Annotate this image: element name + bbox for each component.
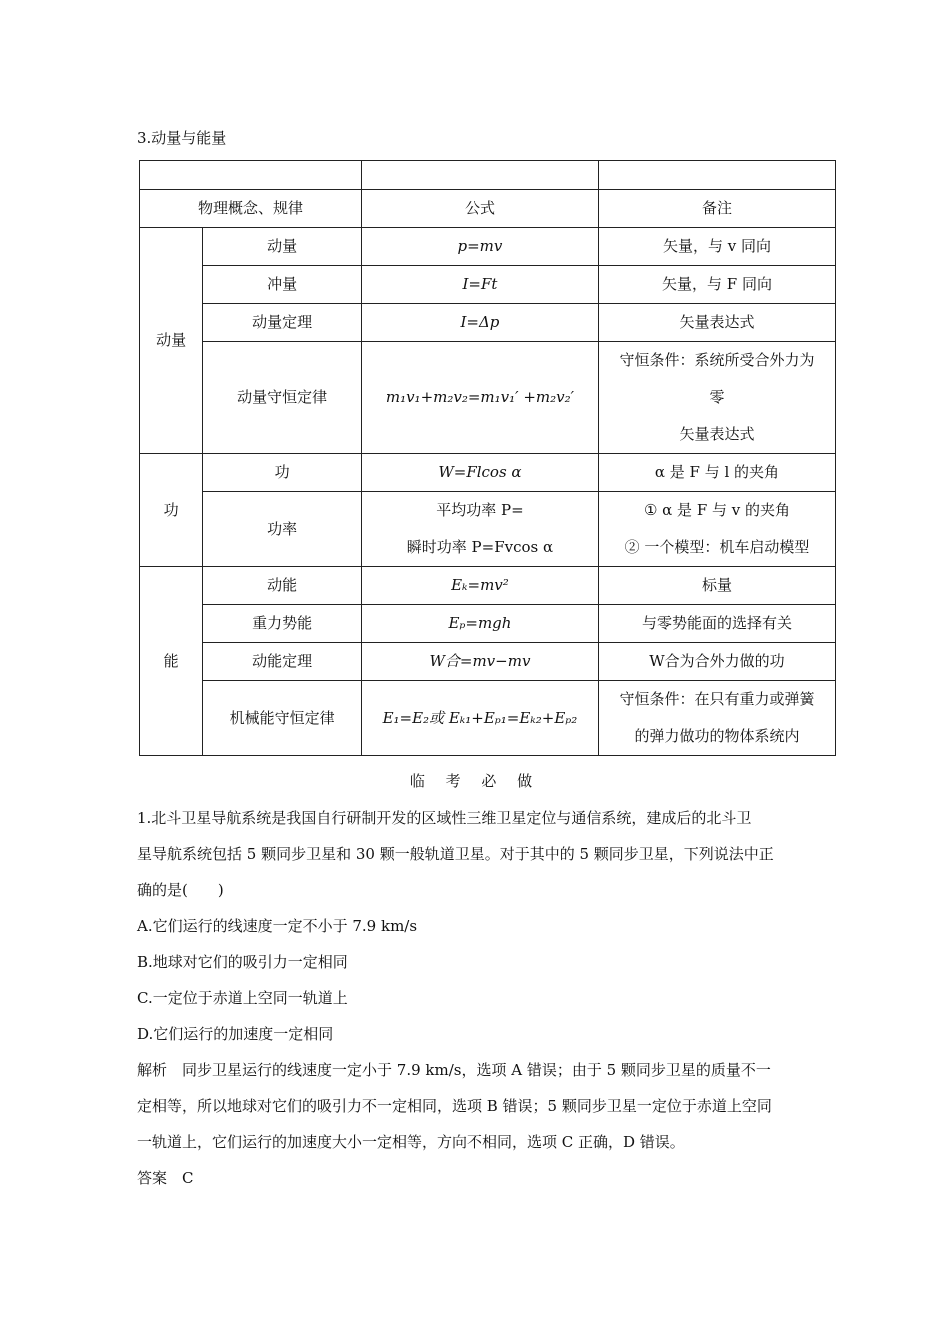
table-cell xyxy=(361,161,598,190)
item-cell: 重力势能 xyxy=(203,605,362,643)
table-header-row xyxy=(140,190,836,228)
formula-cell: m₁v₁+m₂v₂=m₁v₁′ +m₂v₂′ xyxy=(361,342,598,454)
table-row xyxy=(140,342,836,454)
table-cell xyxy=(598,161,835,190)
exam-section-title: 临 考 必 做 xyxy=(409,772,541,790)
option-d: D.它们运行的加速度一定相同 xyxy=(137,1025,334,1043)
item-cell: 动量守恒定律 xyxy=(203,342,362,454)
formula-line: 平均功率 P= xyxy=(436,501,524,519)
table-row xyxy=(140,304,836,342)
note-cell: 矢量，与 v 同向 xyxy=(598,228,835,266)
table-row xyxy=(140,454,836,492)
note-line: ① α 是 F 与 v 的夹角 xyxy=(643,501,791,519)
note-cell xyxy=(598,681,835,756)
formula-cell: p=mv xyxy=(361,228,598,266)
option-c: C.一定位于赤道上空同一轨道上 xyxy=(137,989,348,1007)
header-formula: 公式 xyxy=(361,190,598,228)
item-cell: 动能 xyxy=(203,567,362,605)
table-row xyxy=(140,567,836,605)
item-cell: 动量定理 xyxy=(203,304,362,342)
item-cell: 冲量 xyxy=(203,266,362,304)
formula-line: 瞬时功率 P=Fvcos α xyxy=(406,538,554,556)
section-title: 3.动量与能量 xyxy=(137,129,227,147)
table-cell xyxy=(140,161,362,190)
question-stem-line: 确的是( ) xyxy=(137,881,224,899)
question-block xyxy=(137,800,837,1196)
analysis-line: 一轨道上，它们运行的加速度大小一定相等，方向不相同，选项 C 正确，D 错误。 xyxy=(137,1133,685,1151)
formula-cell: Eₚ=mgh xyxy=(361,605,598,643)
note-cell xyxy=(598,342,835,454)
table-blank-row xyxy=(140,161,836,190)
group-label-energy: 能 xyxy=(140,567,203,756)
physics-summary-table xyxy=(139,160,836,756)
formula-cell: I=Ft xyxy=(361,266,598,304)
note-cell xyxy=(598,492,835,567)
formula-cell xyxy=(361,492,598,567)
question-stem-line: 星导航系统包括 5 颗同步卫星和 30 颗一般轨道卫星。对于其中的 5 颗同步卫星，下列说法中正 xyxy=(137,845,774,863)
table-row xyxy=(140,605,836,643)
answer-line: 答案 C xyxy=(137,1169,194,1187)
question-stem-line: 1.北斗卫星导航系统是我国自行研制开发的区域性三维卫星定位与通信系统，建成后的北斗卫 xyxy=(137,809,752,827)
group-label-work: 功 xyxy=(140,454,203,567)
header-note: 备注 xyxy=(598,190,835,228)
note-line: 零 xyxy=(709,388,725,406)
formula-cell: E₁=E₂或 Eₖ₁+Eₚ₁=Eₖ₂+Eₚ₂ xyxy=(361,681,598,756)
formula-cell: W合=mv−mv xyxy=(361,643,598,681)
note-line: ② 一个模型：机车启动模型 xyxy=(624,538,810,556)
table-row xyxy=(140,643,836,681)
item-cell: 功 xyxy=(203,454,362,492)
note-cell: 矢量，与 F 同向 xyxy=(598,266,835,304)
item-cell: 机械能守恒定律 xyxy=(203,681,362,756)
analysis-line: 解析 同步卫星运行的线速度一定小于 7.9 km/s，选项 A 错误；由于 5 颗同步卫星的质量不一 xyxy=(137,1061,771,1079)
formula-cell: Eₖ=mv² xyxy=(361,567,598,605)
note-line: 守恒条件：在只有重力或弹簧 xyxy=(619,690,815,708)
table-row xyxy=(140,681,836,756)
table-row xyxy=(140,266,836,304)
formula-cell: W=Flcos α xyxy=(361,454,598,492)
header-concept: 物理概念、规律 xyxy=(140,190,362,228)
note-cell: 与零势能面的选择有关 xyxy=(598,605,835,643)
item-cell: 功率 xyxy=(203,492,362,567)
note-cell: α 是 F 与 l 的夹角 xyxy=(598,454,835,492)
note-line: 的弹力做功的物体系统内 xyxy=(634,727,800,745)
table-row xyxy=(140,228,836,266)
note-cell: W合为合外力做的功 xyxy=(598,643,835,681)
analysis-line: 定相等，所以地球对它们的吸引力不一定相同，选项 B 错误；5 颗同步卫星一定位于赤道上空同 xyxy=(137,1097,772,1115)
option-a: A.它们运行的线速度一定不小于 7.9 km/s xyxy=(137,917,418,935)
note-cell: 标量 xyxy=(598,567,835,605)
note-line: 守恒条件：系统所受合外力为 xyxy=(619,351,815,369)
formula-cell: I=Δp xyxy=(361,304,598,342)
option-b: B.地球对它们的吸引力一定相同 xyxy=(137,953,348,971)
note-line: 矢量表达式 xyxy=(679,425,755,443)
item-cell: 动量 xyxy=(203,228,362,266)
table-row xyxy=(140,492,836,567)
group-label-momentum: 动量 xyxy=(140,228,203,454)
item-cell: 动能定理 xyxy=(203,643,362,681)
note-cell: 矢量表达式 xyxy=(598,304,835,342)
